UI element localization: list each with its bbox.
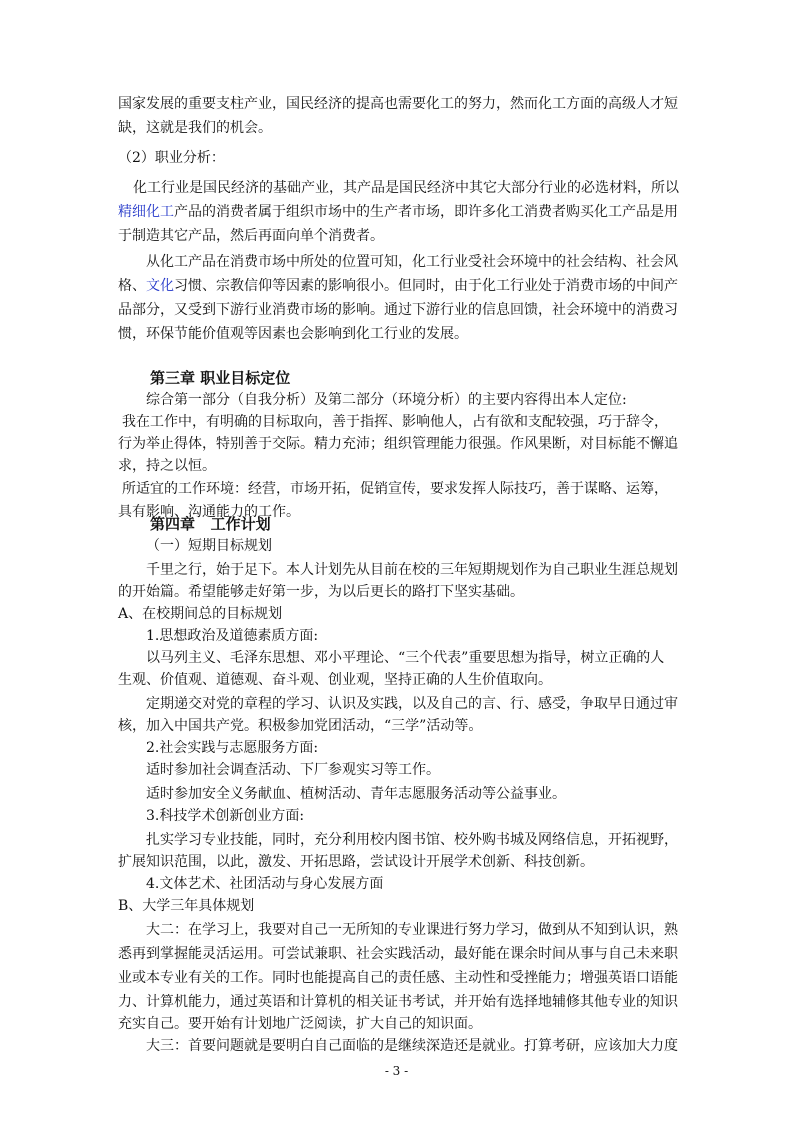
- paragraph-line: 综合第一部分（自我分析）及第二部分（环境分析）的主要内容得出本人定位:: [146, 392, 627, 408]
- text-run: 格、: [118, 278, 146, 294]
- paragraph-line: 千里之行，始于足下。本人计划先从目前在校的三年短期规划作为自己职业生涯总规划: [146, 562, 678, 578]
- subsection-title: （一）短期目标规划: [146, 538, 272, 554]
- paragraph-line: 悉再到掌握能灵活运用。可尝试兼职、社会实践活动，最好能在课余时间从事与自己未来职: [118, 946, 678, 962]
- paragraph-line: 所适宜的工作环境：经营，市场开拓，促销宣传，要求发挥人际技巧，善于谋略、运筹，: [122, 481, 668, 497]
- paragraph-line: 力、计算机能力，通过英语和计算机的相关证书考试，并开始有选择地辅修其他专业的知识: [118, 994, 678, 1010]
- paragraph-line: 大三：首要问题就是要明白自己面临的是继续深造还是就业。打算考研，应该加大力度: [146, 1038, 678, 1054]
- paragraph-line: 惯，环保节能价值观等因素也会影响到化工行业的发展。: [118, 326, 468, 342]
- text-run: 习惯、宗教信仰等因素的影响很小。但同时，由于化工行业处于消费市场的中间产: [174, 278, 678, 294]
- paragraph-line: [118, 200, 678, 224]
- paragraph-line: 于制造其它产品，然后再面向单个消费者。: [118, 228, 384, 244]
- item-title: 4.文体艺术、社团活动与身心发展方面: [146, 876, 384, 892]
- paragraph-line: 充实自己。要开始有计划地广泛阅读，扩大自己的知识面。: [118, 1016, 482, 1032]
- paragraph-line: 业或本专业有关的工作。同时也能提高自己的责任感、主动性和受挫能力；增强英语口语能: [118, 970, 678, 986]
- item-title: 2.社会实践与志愿服务方面:: [146, 740, 319, 756]
- chapter-3-heading: 第三章 职业目标定位: [150, 369, 291, 387]
- paragraph-line: 扎实学习专业技能，同时，充分利用校内图书馆、校外购书城及网络信息，开拓视野，: [146, 832, 678, 848]
- paragraph-line: [118, 274, 678, 298]
- paragraph-line: 的开始篇。希望能够走好第一步，为以后更长的路打下坚实基础。: [118, 584, 524, 600]
- paragraph-line: 行为举止得体，特别善于交际。精力充沛；组织管理能力很强。作风果断，对目标能不懈追: [118, 436, 678, 452]
- text-run: 产品的消费者属于组织市场中的生产者市场，即许多化工消费者购买化工产品是用: [174, 204, 678, 220]
- paragraph-line: 定期递交对党的章程的学习、认识及实践，以及自己的言、行、感受，争取早日通过审: [146, 696, 678, 712]
- chapter-4-heading: 第四章 工作计划: [150, 515, 271, 533]
- section-b-title: B、大学三年具体规划: [118, 898, 255, 914]
- paragraph-line: 化工行业是国民经济的基础产业，其产品是国民经济中其它大部分行业的必选材料，所以: [133, 180, 679, 196]
- paragraph-line: 适时参加社会调查活动、下厂参观实习等工作。: [146, 762, 440, 778]
- paragraph-line: 缺，这就是我们的机会。: [118, 120, 272, 136]
- paragraph-line: 品部分，又受到下游行业消费市场的影响。通过下游行业的信息回馈，社会环境中的消费习: [118, 302, 678, 318]
- paragraph-line: 生观、价值观、道德观、奋斗观、创业观，坚持正确的人生价值取向。: [118, 672, 552, 688]
- paragraph-line: 核，加入中国共产党。积极参加党团活动，“三学”活动等。: [118, 718, 483, 734]
- paragraph-line: 国家发展的重要支柱产业，国民经济的提高也需要化工的努力，然而化工方面的高级人才短: [118, 96, 678, 112]
- paragraph-line: 适时参加安全义务献血、植树活动、青年志愿服务活动等公益事业。: [146, 786, 566, 802]
- section-label-career-analysis: （2）职业分析：: [118, 150, 225, 166]
- section-a-title: A、在校期间总的目标规划: [118, 606, 283, 622]
- item-title: 1.思想政治及道德素质方面:: [146, 628, 319, 644]
- paragraph-line: 大二：在学习上，我要对自己一无所知的专业课进行努力学习，做到从不知到认识，熟: [146, 922, 678, 938]
- paragraph-line: 从化工产品在消费市场中所处的位置可知，化工行业受社会环境中的社会结构、社会风: [146, 254, 678, 270]
- paragraph-line: 具有影响、沟通能力的工作。: [118, 504, 300, 520]
- paragraph-line: 以马列主义、毛泽东思想、邓小平理论、“三个代表”重要思想为指导，树立正确的人: [146, 650, 665, 666]
- paragraph-line: 求，持之以恒。: [118, 458, 216, 474]
- paragraph-line: 扩展知识范围，以此，激发、开拓思路，尝试设计开展学术创新、科技创新。: [118, 854, 594, 870]
- link-culture[interactable]: 文化: [146, 278, 174, 294]
- item-title: 3.科技学术创新创业方面:: [146, 808, 305, 824]
- page-number: - 3 -: [384, 1064, 409, 1078]
- link-fine-chemicals[interactable]: 精细化工: [118, 204, 174, 220]
- paragraph-line: 我在工作中，有明确的目标取向，善于指挥、影响他人，占有欲和支配较强，巧于辞令，: [122, 414, 668, 430]
